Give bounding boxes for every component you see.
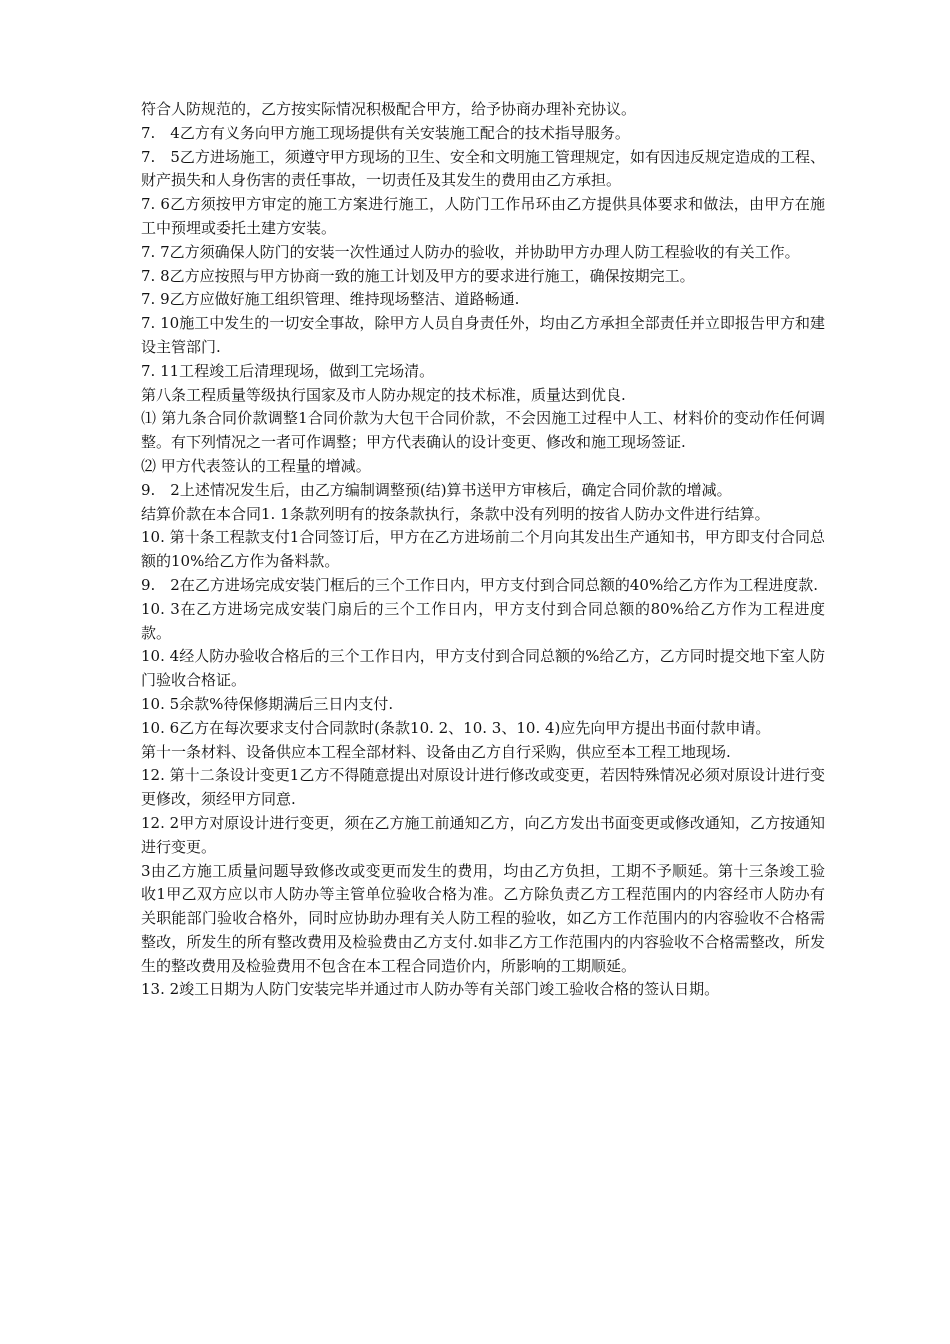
paragraph-15: 10. 第十条工程款支付1合同签订后，甲方在乙方进场前二个月向其发出生产通知书，甲方即支付合同总额的10%给乙方作为备料款。: [141, 528, 825, 571]
paragraph-13: 9. 2上述情况发生后，由乙方编制调整预(结)算书送甲方审核后，确定合同价款的增减。: [141, 480, 732, 499]
paragraph-18: 10. 4经人防办验收合格后的三个工作日内，甲方支付到合同总额的%给乙方，乙方同时提交地下室人防门验收合格证。: [141, 647, 825, 690]
paragraph-3: 7. 5乙方进场施工，须遵守甲方现场的卫生、安全和文明施工管理规定，如有因违反规定造成的工程、财产损失和人身伤害的责任事故，一切责任及其发生的费用由乙方承担。: [141, 147, 825, 190]
paragraph-8: 7. 10施工中发生的一切安全事故，除甲方人员自身责任外，均由乙方承担全部责任并立即报告甲方和建设主管部门.: [141, 314, 825, 356]
paragraph-17: 10. 3在乙方进场完成安装门扇后的三个工作日内，甲方支付到合同总额的80%给乙方作为工程进度款。: [141, 599, 825, 642]
document-body: [141, 98, 825, 1002]
paragraph-9: 7. 11工程竣工后清理现场，做到工完场清。: [141, 361, 435, 380]
paragraph-14: 结算价款在本合同1. 1条款列明有的按条款执行，条款中没有列明的按省人防办文件进行结算。: [141, 504, 770, 523]
paragraph-19: 10. 5余款%待保修期满后三日内支付.: [141, 694, 394, 713]
paragraph-21: 第十一条材料、设备供应本工程全部材料、设备由乙方自行采购，供应至本工程工地现场.: [141, 742, 731, 761]
paragraph-1: 符合人防规范的，乙方按实际情况积极配合甲方，给予协商办理补充协议。: [141, 100, 637, 118]
paragraph-22: 12. 第十二条设计变更1乙方不得随意提出对原设计进行修改或变更，若因特殊情况必须对原设计进行变更修改，须经甲方同意.: [141, 766, 825, 809]
paragraph-5: 7. 7乙方须确保人防门的安装一次性通过人防办的验收，并协助甲方办理人防工程验收的有关工作。: [141, 242, 800, 261]
paragraph-2: 7. 4乙方有义务向甲方施工现场提供有关安装施工配合的技术指导服务。: [141, 123, 630, 142]
paragraph-6: 7. 8乙方应按照与甲方协商一致的施工计划及甲方的要求进行施工，确保按期完工。: [141, 266, 695, 285]
paragraph-16: 9. 2在乙方进场完成安装门框后的三个工作日内，甲方支付到合同总额的40%给乙方作为工程进度款.: [141, 575, 818, 594]
paragraph-4: 7. 6乙方须按甲方审定的施工方案进行施工，人防门工作吊环由乙方提供具体要求和做法，由甲方在施工中预埋或委托土建方安装。: [141, 195, 825, 237]
paragraph-25: 13. 2竣工日期为人防门安装完毕并通过市人防办等有关部门竣工验收合格的签认日期。: [141, 980, 720, 999]
paragraph-7: 7. 9乙方应做好施工组织管理、维持现场整洁、道路畅通.: [141, 290, 520, 309]
paragraph-23: 12. 2甲方对原设计进行变更，须在乙方施工前通知乙方，向乙方发出书面变更或修改通知，乙方按通知进行变更。: [141, 813, 825, 856]
paragraph-12: ⑵ 甲方代表签认的工程量的增减。: [141, 456, 371, 475]
paragraph-20: 10. 6乙方在每次要求支付合同款时(条款10. 2、10. 3、10. 4)应先向甲方提出书面付款申请。: [141, 718, 771, 737]
paragraph-10: 第八条工程质量等级执行国家及市人防办规定的技术标准，质量达到优良.: [141, 385, 626, 404]
paragraph-11: ⑴ 第九条合同价款调整1合同价款为大包干合同价款，不会因施工过程中人工、材料价的变动作任何调整。有下列情况之一者可作调整；甲方代表确认的设计变更、修改和施工现场签证.: [141, 409, 825, 452]
paragraph-24: 3由乙方施工质量问题导致修改或变更而发生的费用，均由乙方负担，工期不予顺延。第十三条竣工验收1甲乙双方应以市人防办等主管单位验收合格为准。乙方除负责乙方工程范围内的内容经市人防办有关职能部门验收合格外，同时应协助办理有关人防工程的验收，如乙方工作范围内的内容验收不合格需整改，所发生的所有整改费用及检验费由乙方支付.如非乙方工作范围内的内容验收不合格需整改，所发生的整改费用及检验费用不包含在本工程合同造价内，所影响的工期顺延。: [141, 861, 825, 975]
